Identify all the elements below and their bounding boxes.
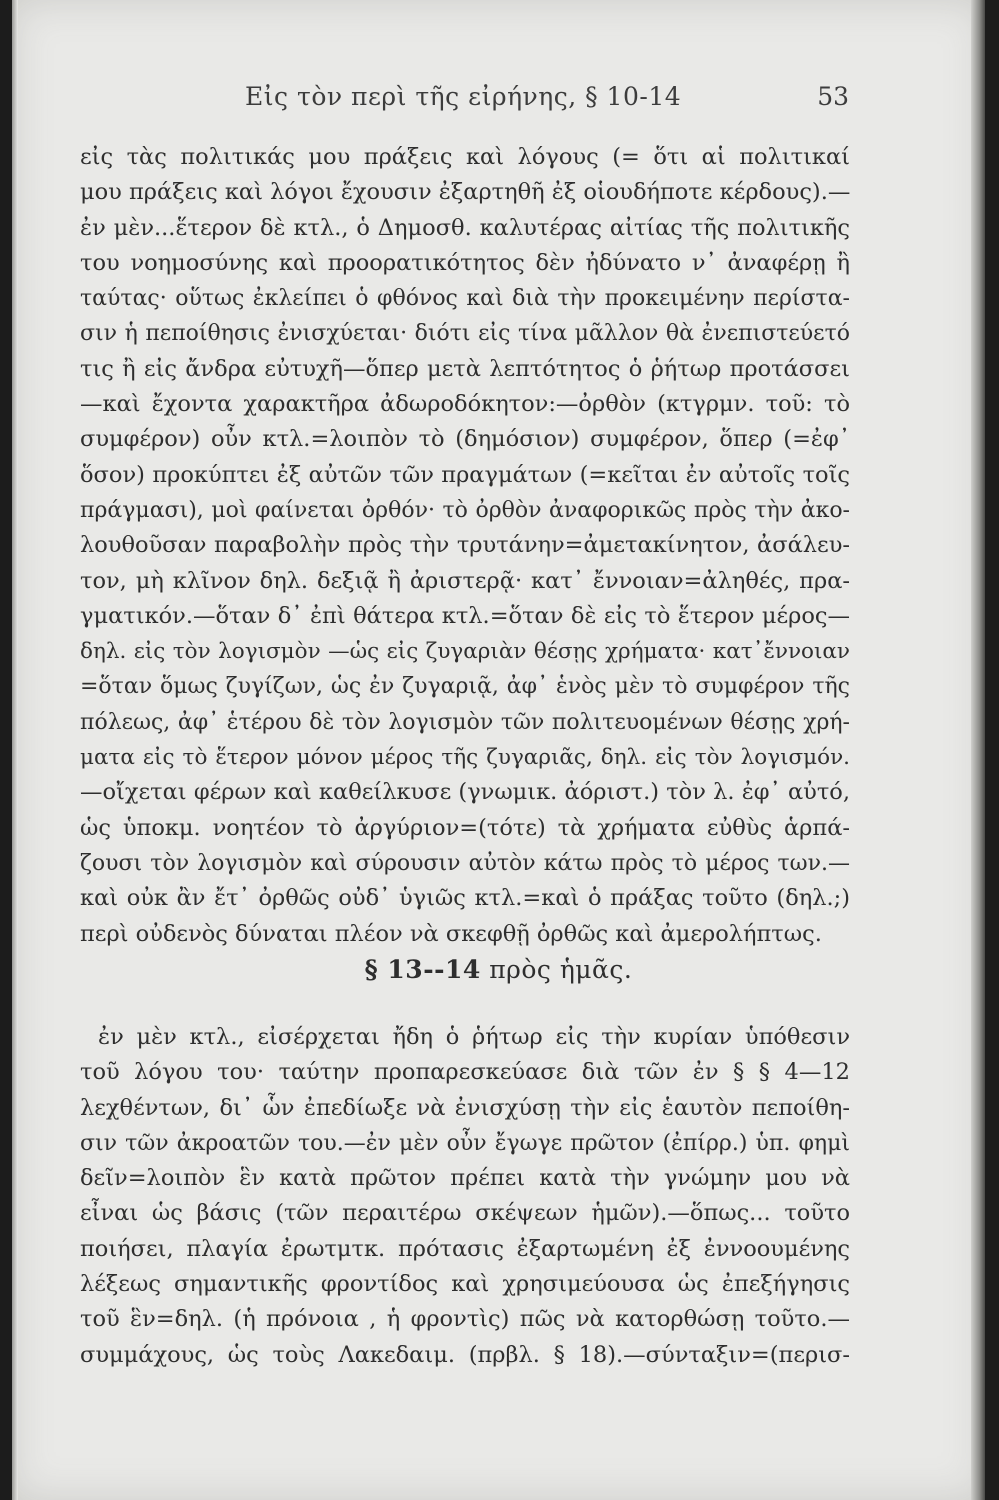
commentary-paragraph-1 (80, 140, 850, 952)
text-line: ματα εἰς τὸ ἕτερον μόνον μέρος τῆς ζυγαριᾶς, δηλ. εἰς τὸν λογισμόν. (80, 745, 850, 771)
text-line: δεῖν=λοιπὸν ἓν κατὰ πρῶτον πρέπει κατὰ τὴν γνώμην μου νὰ (80, 1165, 850, 1192)
text-line: ὡς ὑποκμ. νοητέον τὸ ἀργύριον=(τότε) τὰ χρήματα εὐθὺς ἁρπά- (80, 814, 850, 841)
text-line: καὶ οὐκ ἂν ἔτ᾽ ὀρθῶς οὐδ᾽ ὑγιῶς κτλ.=καὶ ὁ πράξας τοῦτο (δηλ.;) (80, 885, 850, 912)
text-line: σιν ἡ πεποίθησις ἐνισχύεται· διότι εἰς τίνα μᾶλλον θὰ ἐνεπιστεύετό (80, 321, 850, 347)
page-header (12, 82, 985, 116)
text-line: =ὅταν ὅμως ζυγίζων, ὡς ἐν ζυγαριᾷ, ἀφ᾽ ἑνὸς μὲν τὸ συμφέρον τῆς (80, 674, 850, 700)
text-line: ὅσον) προκύπτει ἐξ αὐτῶν τῶν πραγμάτων (=κεῖται ἐν αὐτοῖς τοῖς (80, 461, 850, 488)
text-line: μου πράξεις καὶ λόγοι ἔχουσιν ἐξαρτηθῆ ἐξ οἱουδήποτε κέρδους).— (80, 179, 850, 206)
text-line: τοῦ λόγου του· ταύτην προπαρεσκεύασε διὰ τῶν ἐν § § 4—12 (80, 1059, 850, 1086)
text-line: πόλεως, ἀφ᾽ ἑτέρου δὲ τὸν λογισμὸν τῶν πολιτευομένων θέσῃς χρή- (80, 709, 850, 735)
book-page (12, 0, 985, 1500)
text-line: εἰς τὰς πολιτικάς μου πράξεις καὶ λόγους (= ὅτι αἱ πολιτικαί (80, 144, 850, 170)
text-line: ἐν μὲν κτλ., εἰσέρχεται ἤδη ὁ ῥήτωρ εἰς τὴν κυρίαν ὑπόθεσιν (98, 1024, 850, 1050)
text-line: σιν τῶν ἀκροατῶν του.—ἐν μὲν οὖν ἔγωγε πρῶτον (ἐπίρρ.) ὑπ. φημὶ (80, 1130, 850, 1156)
text-line: ἐν μὲν...ἕτερον δὲ κτλ., ὁ Δημοσθ. καλυτέρας αἰτίας τῆς πολιτικῆς (80, 214, 850, 241)
text-line: ζουσι τὸν λογισμὸν καὶ σύρουσιν αὐτὸν κάτω πρὸς τὸ μέρος των.— (80, 850, 850, 876)
page-left-edge (12, 0, 18, 1500)
text-line: —καὶ ἔχοντα χαρακτῆρα ἀδωροδόκητον:—ὀρθὸν (κτγρμν. τοῦ: τὸ (80, 391, 850, 418)
text-line: συμφέρον) οὖν κτλ.=λοιπὸν τὸ (δημόσιον) συμφέρον, ὅπερ (=ἐφ᾽ (80, 426, 850, 453)
commentary-paragraph-2 (80, 1020, 850, 1373)
text-line: εἶναι ὡς βάσις (τῶν περαιτέρω σκέψεων ἡμῶν).—ὅπως... τοῦτο (80, 1200, 850, 1227)
text-line: λουθοῦσαν παραβολὴν πρὸς τὴν τρυτάνην=ἀμετακίνητον, ἀσάλευ- (80, 532, 850, 559)
text-line: του νοημοσύνης καὶ προορατικότητος δὲν ἠδύνατο ν᾽ ἀναφέρῃ ἢ (80, 249, 850, 276)
text-line: λέξεως σημαντικῆς φροντίδος καὶ χρησιμεύουσα ὡς ἐπεξήγησις (80, 1271, 850, 1298)
text-line: συμμάχους, ὡς τοὺς Λακεδαιμ. (πρβλ. § 18).—σύνταξιν=(περισ- (80, 1341, 850, 1368)
running-head: Εἰς τὸν περὶ τῆς εἰρήνης, § 10-14 (245, 82, 682, 111)
text-line: γματικόν.—ὅταν δ᾽ ἐπὶ θάτερα κτλ.=ὅταν δὲ εἰς τὸ ἕτερον μέρος— (80, 602, 850, 629)
text-line: τον, μὴ κλῖνον δηλ. δεξιᾷ ἢ ἀριστερᾷ· κατ᾽ ἔννοιαν=ἀληθές, πρα- (80, 567, 850, 594)
text-line: ταύτας· οὕτως ἐκλείπει ὁ φθόνος καὶ διὰ τὴν προκειμένην περίστα- (80, 286, 850, 312)
text-line: τις ἢ εἰς ἄνδρα εὐτυχῆ—ὅπερ μετὰ λεπτότητος ὁ ῥήτωρ προτάσσει (80, 355, 850, 382)
section-heading (12, 955, 985, 984)
text-line: περὶ οὐδενὸς δύναται πλέον νὰ σκεφθῇ ὀρθῶς καὶ ἀμερολήπτως. (80, 920, 822, 947)
book-gutter-shadow (971, 0, 985, 1500)
text-line: λεχθέντων, δι᾽ ὧν ἐπεδίωξε νὰ ἐνισχύσῃ τὴν εἰς ἑαυτὸν πεποίθη- (80, 1094, 850, 1121)
section-number: § 13--14 (364, 955, 481, 984)
section-title: πρὸς ἡμᾶς. (489, 955, 633, 984)
text-line: δηλ. εἰς τὸν λογισμὸν —ὡς εἰς ζυγαριὰν θέσῃς χρήματα· κατ᾽ἔννοιαν (80, 639, 850, 665)
page-number: 53 (817, 82, 849, 111)
text-line: ποιήσει, πλαγία ἐρωτμτκ. πρότασις ἐξαρτωμένη ἐξ ἐννοουμένης (80, 1235, 850, 1262)
text-line: τοῦ ἓν=δηλ. (ἡ πρόνοια , ἡ φροντὶς) πῶς νὰ κατορθώσῃ τοῦτο.— (80, 1306, 850, 1333)
text-line: —οἴχεται φέρων καὶ καθείλκυσε (γνωμικ. ἀόριστ.) τὸν λ. ἐφ᾽ αὐτό, (80, 779, 850, 806)
text-line: πράγμασι), μοὶ φαίνεται ὀρθόν· τὸ ὀρθὸν ἀναφορικῶς πρὸς τὴν ἀκο- (80, 497, 850, 523)
